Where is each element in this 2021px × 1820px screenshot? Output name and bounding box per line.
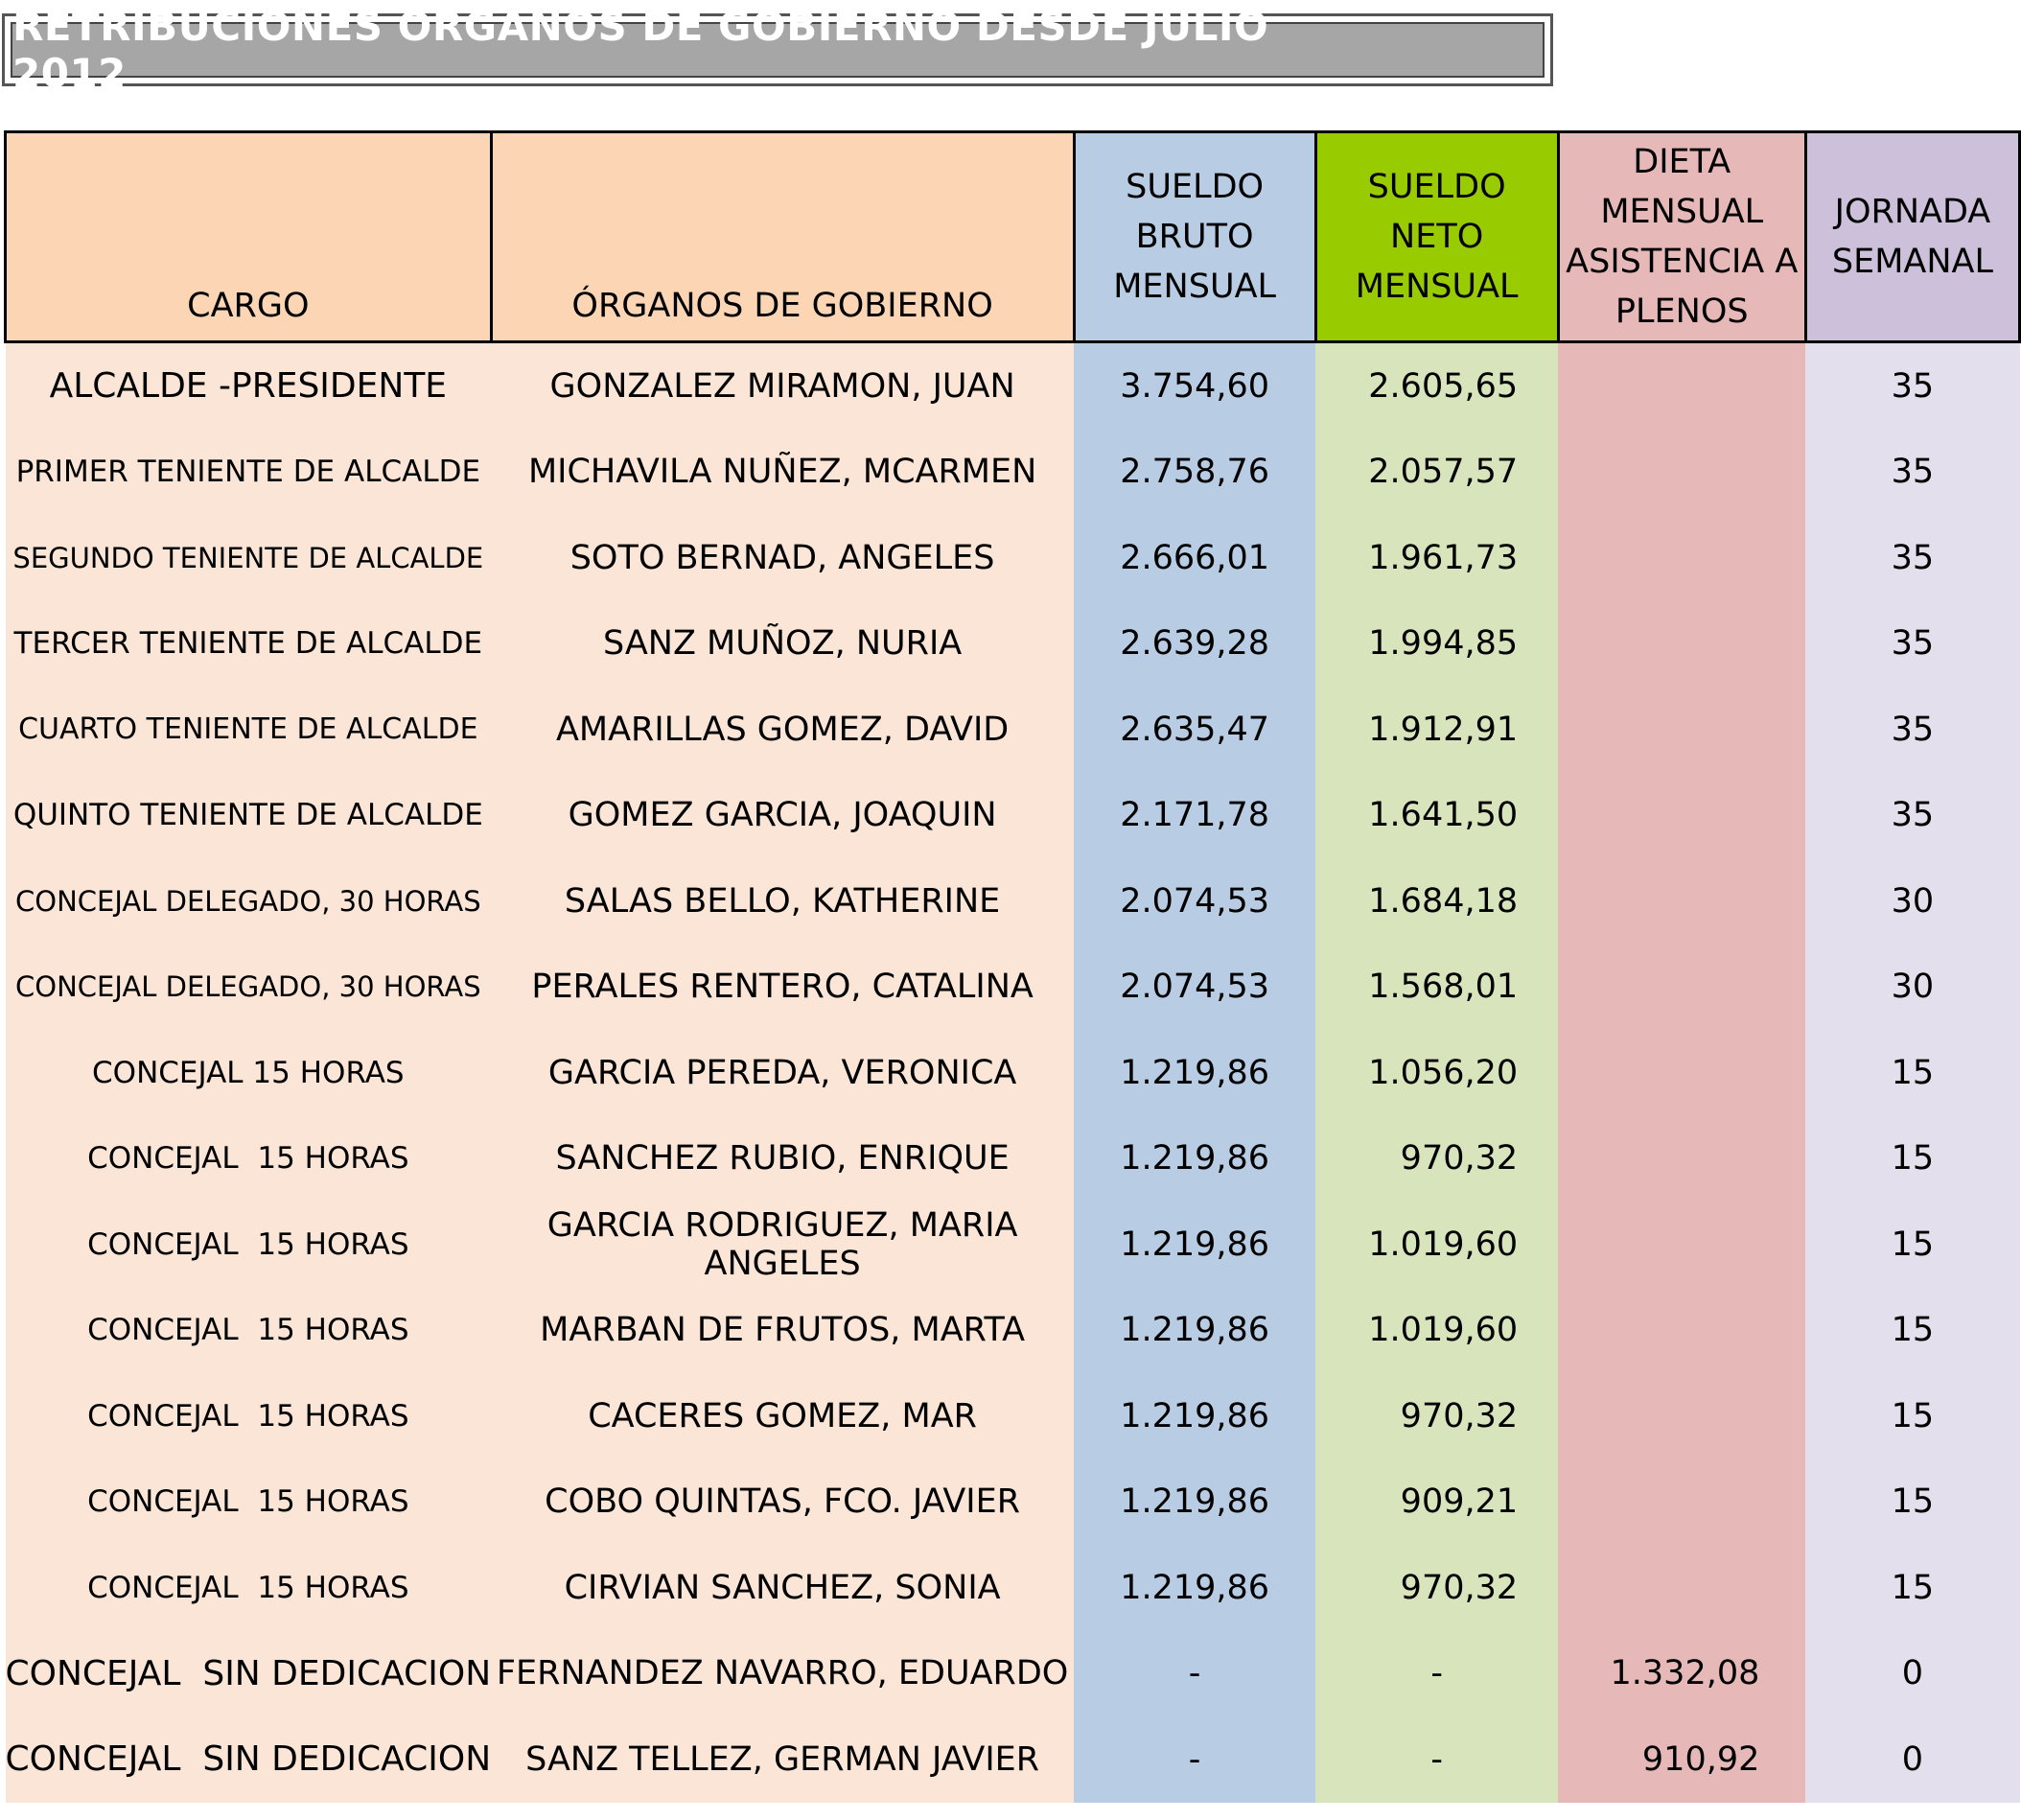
cell-dieta xyxy=(1558,1459,1805,1546)
header-bruto xyxy=(1074,132,1315,342)
cell-jornada: 35 xyxy=(1805,430,2019,516)
cell-bruto: 2.171,78 xyxy=(1074,773,1315,859)
header-neto-line: MENSUAL xyxy=(1355,268,1519,306)
cell-bruto: - xyxy=(1074,1631,1315,1717)
cell-dieta xyxy=(1558,342,1805,430)
table-row xyxy=(6,1545,2020,1631)
title-box xyxy=(2,3,1553,97)
cell-neto: 970,32 xyxy=(1315,1545,1558,1631)
cell-dieta xyxy=(1558,601,1805,688)
cell-neto: - xyxy=(1315,1716,1558,1803)
table-row xyxy=(6,1202,2020,1288)
cell-bruto: 2.666,01 xyxy=(1074,515,1315,601)
table-row xyxy=(6,1116,2020,1202)
cell-neto: 1.684,18 xyxy=(1315,858,1558,945)
cell-bruto: - xyxy=(1074,1716,1315,1803)
cell-jornada: 35 xyxy=(1805,687,2019,773)
table-row xyxy=(6,773,2020,859)
cell-bruto: 1.219,86 xyxy=(1074,1373,1315,1459)
cell-nombre: SANCHEZ RUBIO, ENRIQUE xyxy=(491,1116,1074,1202)
cell-dieta xyxy=(1558,687,1805,773)
cell-dieta: 910,92 xyxy=(1558,1716,1805,1803)
header-dieta-line: MENSUAL xyxy=(1600,193,1764,231)
cell-neto: 2.057,57 xyxy=(1315,430,1558,516)
cell-cargo: CONCEJAL 15 HORAS xyxy=(6,1459,492,1546)
cell-cargo: CONCEJAL 15 HORAS xyxy=(6,1202,492,1288)
cell-neto: 1.019,60 xyxy=(1315,1288,1558,1374)
cell-cargo: QUINTO TENIENTE DE ALCALDE xyxy=(6,773,492,859)
cell-jornada: 15 xyxy=(1805,1459,2019,1546)
retribuciones-table xyxy=(4,130,2021,1803)
cell-nombre: GONZALEZ MIRAMON, JUAN xyxy=(491,342,1074,430)
cell-neto: - xyxy=(1315,1631,1558,1717)
cell-nombre: CACERES GOMEZ, MAR xyxy=(491,1373,1074,1459)
header-cargo: CARGO xyxy=(6,132,492,342)
cell-dieta xyxy=(1558,1288,1805,1374)
table-row xyxy=(6,687,2020,773)
cell-dieta xyxy=(1558,858,1805,945)
table-row xyxy=(6,1030,2020,1116)
cell-jornada: 15 xyxy=(1805,1373,2019,1459)
cell-nombre: GARCIA RODRIGUEZ, MARIA ANGELES xyxy=(491,1202,1074,1288)
cell-bruto: 2.639,28 xyxy=(1074,601,1315,688)
cell-jornada: 35 xyxy=(1805,342,2019,430)
cell-bruto: 2.074,53 xyxy=(1074,858,1315,945)
table-row xyxy=(6,515,2020,601)
cell-dieta xyxy=(1558,430,1805,516)
cell-neto: 970,32 xyxy=(1315,1116,1558,1202)
header-dieta xyxy=(1558,132,1805,342)
table-row xyxy=(6,1459,2020,1546)
cell-nombre: MARBAN DE FRUTOS, MARTA xyxy=(491,1288,1074,1374)
cell-jornada: 15 xyxy=(1805,1116,2019,1202)
cell-nombre: SOTO BERNAD, ANGELES xyxy=(491,515,1074,601)
table-row xyxy=(6,342,2020,430)
cell-neto: 2.605,65 xyxy=(1315,342,1558,430)
table-row xyxy=(6,1288,2020,1374)
cell-bruto: 1.219,86 xyxy=(1074,1030,1315,1116)
cell-dieta: 1.332,08 xyxy=(1558,1631,1805,1717)
header-jornada xyxy=(1805,132,2019,342)
cell-bruto: 1.219,86 xyxy=(1074,1459,1315,1546)
cell-bruto: 1.219,86 xyxy=(1074,1545,1315,1631)
header-jornada-line: SEMANAL xyxy=(1831,243,1993,281)
cell-nombre: PERALES RENTERO, CATALINA xyxy=(491,945,1074,1031)
cell-dieta xyxy=(1558,515,1805,601)
cell-nombre: COBO QUINTAS, FCO. JAVIER xyxy=(491,1459,1074,1546)
cell-bruto: 2.758,76 xyxy=(1074,430,1315,516)
cell-nombre: AMARILLAS GOMEZ, DAVID xyxy=(491,687,1074,773)
cell-nombre: GARCIA PEREDA, VERONICA xyxy=(491,1030,1074,1116)
cell-nombre: FERNANDEZ NAVARRO, EDUARDO xyxy=(491,1631,1074,1717)
cell-neto: 1.019,60 xyxy=(1315,1202,1558,1288)
table-row xyxy=(6,858,2020,945)
cell-neto: 1.994,85 xyxy=(1315,601,1558,688)
header-bruto-line: MENSUAL xyxy=(1113,268,1277,306)
cell-neto: 970,32 xyxy=(1315,1373,1558,1459)
cell-jornada: 30 xyxy=(1805,945,2019,1031)
cell-cargo: ALCALDE -PRESIDENTE xyxy=(6,342,492,430)
cell-neto: 1.961,73 xyxy=(1315,515,1558,601)
cell-cargo: CONCEJAL 15 HORAS xyxy=(6,1545,492,1631)
cell-dieta xyxy=(1558,773,1805,859)
cell-jornada: 35 xyxy=(1805,601,2019,688)
cell-nombre: SALAS BELLO, KATHERINE xyxy=(491,858,1074,945)
cell-cargo: CONCEJAL DELEGADO, 30 HORAS xyxy=(6,945,492,1031)
page-title: RETRIBUCIONES ÓRGANOS DE GOBIERNO DESDE JULIO 2012 xyxy=(11,22,1545,78)
header-neto-line: SUELDO NETO xyxy=(1367,168,1506,256)
cell-jornada: 15 xyxy=(1805,1288,2019,1374)
table-row xyxy=(6,601,2020,688)
cell-jornada: 15 xyxy=(1805,1202,2019,1288)
header-neto xyxy=(1315,132,1558,342)
cell-bruto: 1.219,86 xyxy=(1074,1116,1315,1202)
cell-cargo: CONCEJAL 15 HORAS xyxy=(6,1288,492,1374)
cell-nombre: CIRVIAN SANCHEZ, SONIA xyxy=(491,1545,1074,1631)
header-organos: ÓRGANOS DE GOBIERNO xyxy=(491,132,1074,342)
cell-jornada: 35 xyxy=(1805,515,2019,601)
table-row xyxy=(6,430,2020,516)
cell-dieta xyxy=(1558,1030,1805,1116)
cell-nombre: SANZ TELLEZ, GERMAN JAVIER xyxy=(491,1716,1074,1803)
cell-neto: 1.056,20 xyxy=(1315,1030,1558,1116)
cell-neto: 909,21 xyxy=(1315,1459,1558,1546)
cell-jornada: 0 xyxy=(1805,1716,2019,1803)
cell-jornada: 35 xyxy=(1805,773,2019,859)
cell-bruto: 3.754,60 xyxy=(1074,342,1315,430)
header-jornada-line: JORNADA xyxy=(1834,193,1991,231)
cell-nombre: GOMEZ GARCIA, JOAQUIN xyxy=(491,773,1074,859)
cell-bruto: 1.219,86 xyxy=(1074,1202,1315,1288)
cell-nombre: SANZ MUÑOZ, NURIA xyxy=(491,601,1074,688)
cell-jornada: 15 xyxy=(1805,1030,2019,1116)
header-bruto-line: BRUTO xyxy=(1135,218,1254,256)
cell-cargo: CONCEJAL 15 HORAS xyxy=(6,1373,492,1459)
cell-cargo: CONCEJAL 15 HORAS xyxy=(6,1030,492,1116)
cell-jornada: 0 xyxy=(1805,1631,2019,1717)
cell-neto: 1.641,50 xyxy=(1315,773,1558,859)
cell-neto: 1.912,91 xyxy=(1315,687,1558,773)
cell-jornada: 15 xyxy=(1805,1545,2019,1631)
cell-cargo: CONCEJAL SIN DEDICACION xyxy=(6,1716,492,1803)
header-bruto-line: SUELDO xyxy=(1126,168,1265,206)
cell-jornada: 30 xyxy=(1805,858,2019,945)
cell-bruto: 2.635,47 xyxy=(1074,687,1315,773)
cell-bruto: 2.074,53 xyxy=(1074,945,1315,1031)
cell-dieta xyxy=(1558,1116,1805,1202)
cell-cargo: CONCEJAL SIN DEDICACION xyxy=(6,1631,492,1717)
cell-cargo: CONCEJAL 15 HORAS xyxy=(6,1116,492,1202)
header-dieta-line: DIETA xyxy=(1633,143,1731,181)
cell-cargo: PRIMER TENIENTE DE ALCALDE xyxy=(6,430,492,516)
cell-bruto: 1.219,86 xyxy=(1074,1288,1315,1374)
table-row xyxy=(6,1716,2020,1803)
cell-cargo: CONCEJAL DELEGADO, 30 HORAS xyxy=(6,858,492,945)
cell-cargo: SEGUNDO TENIENTE DE ALCALDE xyxy=(6,515,492,601)
cell-dieta xyxy=(1558,945,1805,1031)
header-row xyxy=(6,132,2020,342)
header-dieta-line: ASISTENCIA A xyxy=(1566,243,1799,281)
header-dieta-line: PLENOS xyxy=(1614,292,1749,331)
cell-cargo: TERCER TENIENTE DE ALCALDE xyxy=(6,601,492,688)
cell-nombre: MICHAVILA NUÑEZ, MCARMEN xyxy=(491,430,1074,516)
table-row xyxy=(6,1373,2020,1459)
cell-dieta xyxy=(1558,1545,1805,1631)
cell-dieta xyxy=(1558,1202,1805,1288)
cell-dieta xyxy=(1558,1373,1805,1459)
cell-neto: 1.568,01 xyxy=(1315,945,1558,1031)
cell-cargo: CUARTO TENIENTE DE ALCALDE xyxy=(6,687,492,773)
table-row xyxy=(6,1631,2020,1717)
table-row xyxy=(6,945,2020,1031)
